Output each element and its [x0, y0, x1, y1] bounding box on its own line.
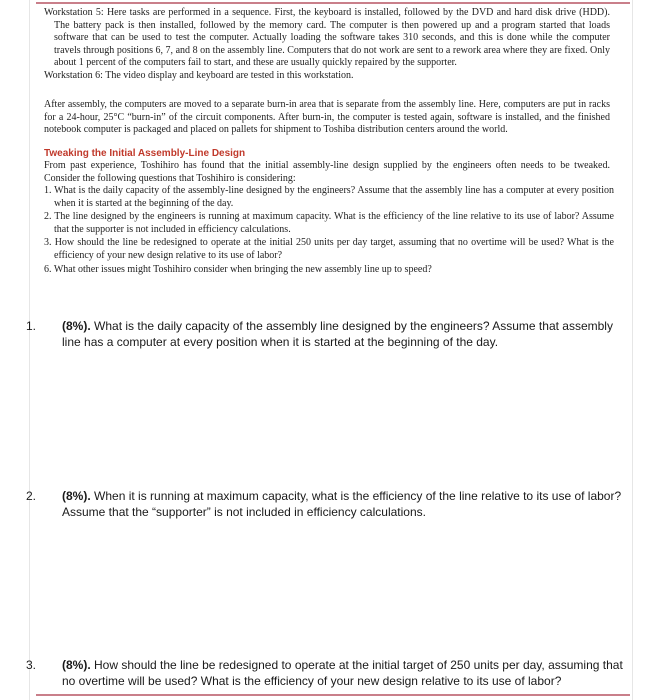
- case-question: 6. What other issues might Toshihiro consider when bringing the new assembly line up to speed?: [44, 263, 432, 275]
- question-1: [26, 318, 624, 350]
- question-number: 3.: [26, 658, 37, 672]
- question-number: 2.: [26, 489, 37, 503]
- question-points: (8%).: [62, 319, 91, 333]
- workstation-5-text: Workstation 5: Here tasks are performed in a sequence. First, the keyboard is installed, followed by the DVD and hard disk drive (HDD). The battery pack is then installed, followed by the memory card. The computer is then powered up and a program started that loads software that can be used to test the computer. Actually loading the software takes 310 seconds, and this is done while the computer travels through positions 6, 7, and 8 on the assembly line. Computers that do not work are sent to a rework area where they are fixed. Only about 1 percent of the computers fail to start, and these are usually quickly repaired by the supporter.: [44, 7, 610, 69]
- question-points: (8%).: [62, 489, 91, 503]
- question-3: [26, 657, 624, 689]
- bottom-divider: [36, 694, 630, 696]
- section-heading: Tweaking the Initial Assembly-Line Design: [44, 148, 246, 159]
- case-question-list: [44, 185, 614, 277]
- question-text: What is the daily capacity of the assembly line designed by the engineers? Assume that assembly line has a computer at every position when it is started at the beginning of the day.: [62, 319, 613, 349]
- workstation-6-text: Workstation 6: The video display and keyboard are tested in this workstation.: [44, 69, 354, 81]
- intro-text: From past experience, Toshihiro has found that the initial assembly-line design supplied by the engineers often needs to be tweaked. Consider the following questions that Toshihiro is considering:: [44, 160, 610, 184]
- burn-in-text: After assembly, the computers are moved to a separate burn-in area that is separate from the assembly line. Here, computers are put in racks for a 24-hour, 25°C “burn-in” of the circuit components. After burn-in, the computer is tested again, software is installed, and the finished notebook computer is packaged and placed on pallets for shipment to Toshiba distribution centers around the world.: [44, 99, 610, 136]
- workstation-notes: [44, 7, 610, 83]
- case-question: 1. What is the daily capacity of the assembly-line designed by the engineers? Assume that the assembly line has a computer at every position when it is started at the beginning of the day.: [44, 185, 614, 209]
- case-question: 3. How should the line be redesigned to operate at the initial 250 units per day target, assuming that no overtime will be used? What is the efficiency of your new design relative to its use of labor?: [44, 237, 614, 261]
- question-text: How should the line be redesigned to operate at the initial target of 250 units per day, assuming that no overtime will be used? What is the efficiency of your new design relative to its use of labor?: [62, 658, 623, 688]
- question-text: When it is running at maximum capacity, what is the efficiency of the line relative to its use of labor? Assume that the “supporter” is not included in efficiency calculations.: [62, 489, 622, 519]
- case-question: 2. The line designed by the engineers is running at maximum capacity. What is the efficiency of the line relative to its use of labor? Assume that the supporter is not included in efficiency calculations.: [44, 211, 614, 235]
- top-divider: [36, 2, 630, 4]
- burn-in-paragraph: [44, 99, 610, 137]
- question-number: 1.: [26, 319, 37, 333]
- question-2: [26, 488, 624, 520]
- question-points: (8%).: [62, 658, 91, 672]
